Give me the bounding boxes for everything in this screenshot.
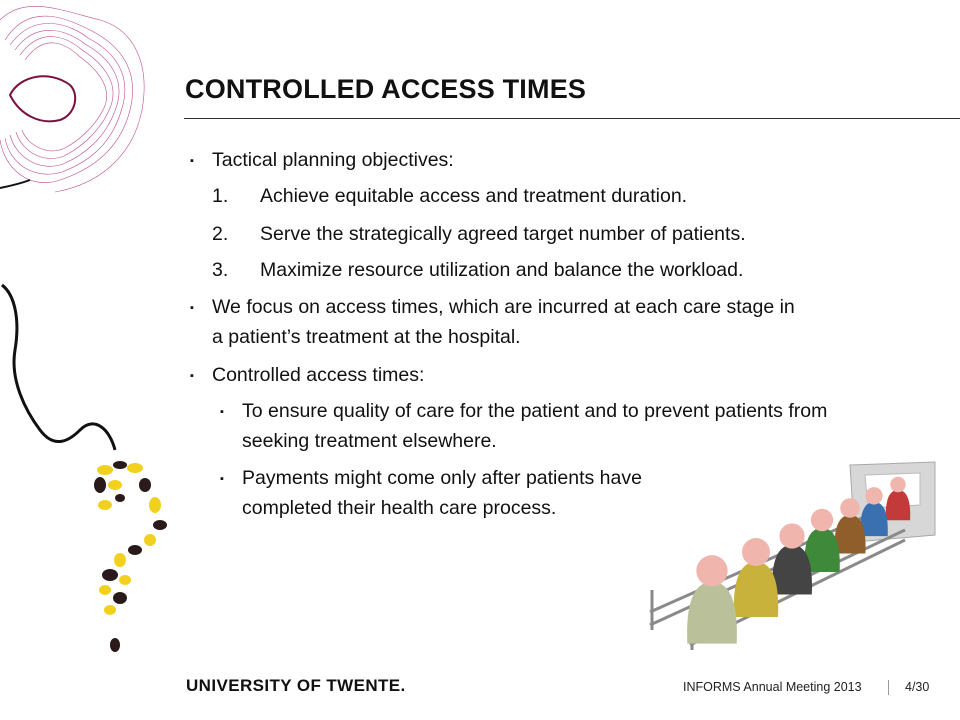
- sub-bullet-text-line: seeking treatment elsewhere.: [242, 430, 497, 452]
- bullet-glyph: ▪: [220, 473, 224, 485]
- bullet-text: Controlled access times:: [212, 364, 425, 386]
- bullet-glyph: ▪: [190, 370, 194, 382]
- university-logo: UNIVERSITY OF TWENTE.: [186, 676, 406, 695]
- title-divider: [184, 118, 960, 119]
- bullet-text: Tactical planning objectives:: [212, 149, 454, 171]
- numbered-text: Serve the strategically agreed target number of patients.: [260, 223, 746, 245]
- queue-person: [734, 538, 778, 617]
- sub-bullet-text-line: Payments might come only after patients have: [242, 467, 642, 489]
- queue-people: [687, 477, 910, 644]
- footer-conference: INFORMS Annual Meeting 2013: [683, 680, 862, 694]
- queue-person: [687, 555, 737, 643]
- numbered-text: Achieve equitable access and treatment duration.: [260, 185, 688, 207]
- bullet-glyph: ▪: [190, 155, 194, 167]
- item-number: 2.: [212, 223, 229, 245]
- item-number: 1.: [212, 185, 229, 207]
- sub-bullet-text-line: To ensure quality of care for the patient and to prevent patients from: [242, 400, 828, 422]
- question-mark-decoration: [85, 450, 185, 660]
- queue-person: [772, 523, 812, 594]
- patient-queue-illustration: [630, 450, 950, 650]
- bullet-glyph: ▪: [190, 302, 194, 314]
- item-number: 3.: [212, 259, 229, 281]
- wireframe-blob-decoration: [0, 0, 150, 200]
- numbered-text: Maximize resource utilization and balance the workload.: [260, 259, 744, 281]
- bullet-text-line: We focus on access times, which are incurred at each care stage in: [212, 296, 795, 318]
- bullet-glyph: ▪: [220, 406, 224, 418]
- footer-separator: [888, 680, 889, 695]
- sub-bullet-text-line: completed their health care process.: [242, 497, 557, 519]
- page-number: 4/30: [905, 680, 930, 694]
- bullet-text-line: a patient’s treatment at the hospital.: [212, 326, 521, 348]
- slide-title: CONTROLLED ACCESS TIMES: [185, 74, 587, 104]
